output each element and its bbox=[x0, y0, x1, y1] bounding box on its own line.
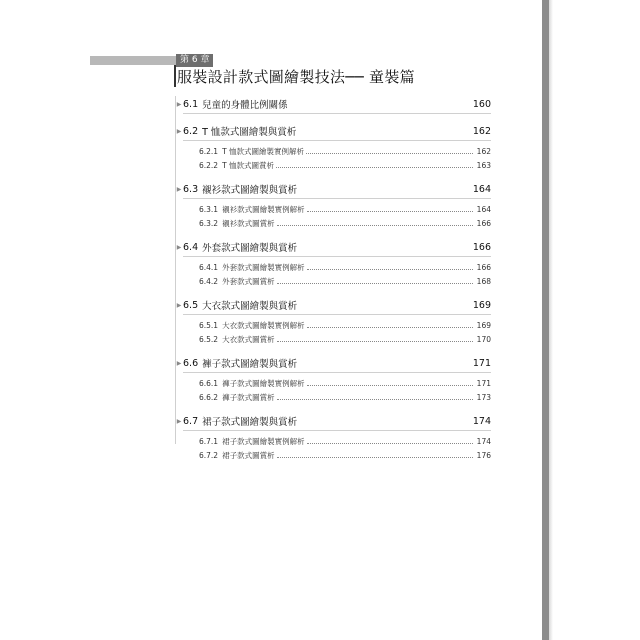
leader-dots bbox=[306, 153, 473, 154]
section-title: 裙子款式圖繪製與賞析 bbox=[202, 417, 298, 428]
subsection-number: 6.2.2 bbox=[199, 160, 219, 170]
section-title: 兒童的身體比例關係 bbox=[202, 100, 288, 111]
toc-section bbox=[175, 296, 491, 346]
leader-dots bbox=[307, 211, 473, 212]
toc-subsection-row[interactable] bbox=[175, 390, 491, 404]
section-number: 6.3 bbox=[183, 183, 199, 195]
leader-dots bbox=[277, 399, 473, 400]
leader-dots bbox=[307, 385, 473, 386]
section-title: 外套款式圖繪製與賞析 bbox=[202, 243, 298, 254]
toc-subsection-row[interactable] bbox=[175, 202, 491, 216]
section-divider bbox=[183, 198, 491, 199]
leader-dots bbox=[277, 341, 473, 342]
subsection-page: 166 bbox=[476, 262, 491, 272]
chapter-band bbox=[90, 56, 176, 65]
section-number: 6.6 bbox=[183, 357, 199, 369]
toc-section-row[interactable] bbox=[175, 95, 491, 113]
table-of-contents bbox=[175, 95, 491, 470]
section-page: 174 bbox=[472, 415, 491, 427]
toc-subsection-row[interactable] bbox=[175, 332, 491, 346]
subsection-page: 174 bbox=[476, 436, 491, 446]
section-title: 褲子款式圖繪製與賞析 bbox=[202, 359, 298, 370]
toc-section bbox=[175, 354, 491, 404]
subsection-page: 166 bbox=[476, 218, 491, 228]
triangle-marker-icon: ▶ bbox=[176, 301, 182, 309]
toc-subsection-row[interactable] bbox=[175, 318, 491, 332]
subsection-page: 171 bbox=[476, 378, 491, 388]
section-divider bbox=[183, 256, 491, 257]
subsection-title: 褲子款式圖繪製實例解析 bbox=[222, 378, 305, 388]
section-number: 6.7 bbox=[183, 415, 199, 427]
subsection-page: 163 bbox=[476, 160, 491, 170]
title-rule bbox=[174, 65, 176, 87]
subsection-title: 外套款式圖賞析 bbox=[222, 276, 275, 286]
subsection-page: 176 bbox=[476, 450, 491, 460]
subsection-title: T 恤款式圖繪製實例解析 bbox=[222, 146, 305, 156]
section-number: 6.2 bbox=[183, 125, 199, 137]
section-title: T 恤款式圖繪製與賞析 bbox=[202, 127, 297, 138]
section-page: 162 bbox=[472, 125, 491, 137]
toc-subsection-row[interactable] bbox=[175, 158, 491, 172]
subsection-number: 6.6.2 bbox=[199, 392, 219, 402]
toc-section-row[interactable] bbox=[175, 180, 491, 198]
subsection-page: 168 bbox=[476, 276, 491, 286]
toc-subsection-row[interactable] bbox=[175, 144, 491, 158]
toc-section bbox=[175, 180, 491, 230]
subsection-number: 6.5.2 bbox=[199, 334, 219, 344]
subsection-page: 164 bbox=[476, 204, 491, 214]
toc-section-row[interactable] bbox=[175, 354, 491, 372]
subsection-title: 襯衫款式圖繪製實例解析 bbox=[222, 204, 305, 214]
subsection-number: 6.3.2 bbox=[199, 218, 219, 228]
toc-section-row[interactable] bbox=[175, 122, 491, 140]
subsection-title: 裙子款式圖繪製實例解析 bbox=[222, 436, 305, 446]
subsection-title: 襯衫款式圖賞析 bbox=[222, 218, 275, 228]
section-divider bbox=[183, 372, 491, 373]
subsection-number: 6.4.1 bbox=[199, 262, 219, 272]
section-title: 大衣款式圖繪製與賞析 bbox=[202, 301, 298, 312]
section-divider bbox=[183, 430, 491, 431]
toc-subsection-row[interactable] bbox=[175, 448, 491, 462]
toc-subsection-row[interactable] bbox=[175, 216, 491, 230]
triangle-marker-icon: ▶ bbox=[176, 359, 182, 367]
triangle-marker-icon: ▶ bbox=[176, 417, 182, 425]
section-title: 襯衫款式圖繪製與賞析 bbox=[202, 185, 298, 196]
subsection-number: 6.7.1 bbox=[199, 436, 219, 446]
leader-dots bbox=[307, 443, 473, 444]
subsection-page: 170 bbox=[476, 334, 491, 344]
leader-dots bbox=[276, 167, 473, 168]
subsection-title: 裙子款式圖賞析 bbox=[222, 450, 275, 460]
toc-section-row[interactable] bbox=[175, 412, 491, 430]
toc-subsection-row[interactable] bbox=[175, 376, 491, 390]
toc-section-row[interactable] bbox=[175, 238, 491, 256]
section-page: 166 bbox=[472, 241, 491, 253]
section-divider bbox=[183, 113, 491, 114]
section-divider bbox=[183, 314, 491, 315]
subsection-title: 褲子款式圖賞析 bbox=[222, 392, 275, 402]
leader-dots bbox=[277, 457, 473, 458]
subsection-page: 169 bbox=[476, 320, 491, 330]
section-number: 6.4 bbox=[183, 241, 199, 253]
subsection-title: 外套款式圖繪製實例解析 bbox=[222, 262, 305, 272]
subsection-number: 6.2.1 bbox=[199, 146, 219, 156]
triangle-marker-icon: ▶ bbox=[176, 100, 182, 108]
subsection-number: 6.3.1 bbox=[199, 204, 219, 214]
chapter-label: 第 6 章 bbox=[176, 54, 213, 67]
leader-dots bbox=[307, 269, 473, 270]
triangle-marker-icon: ▶ bbox=[176, 185, 182, 193]
subsection-page: 162 bbox=[476, 146, 491, 156]
toc-subsection-row[interactable] bbox=[175, 260, 491, 274]
triangle-marker-icon: ▶ bbox=[176, 127, 182, 135]
section-page: 169 bbox=[472, 299, 491, 311]
subsection-number: 6.6.1 bbox=[199, 378, 219, 388]
toc-section-row[interactable] bbox=[175, 296, 491, 314]
page-edge-bar bbox=[542, 0, 549, 640]
subsection-title: T 恤款式圖賞析 bbox=[222, 160, 275, 170]
toc-section bbox=[175, 122, 491, 172]
subsection-number: 6.5.1 bbox=[199, 320, 219, 330]
section-page: 171 bbox=[472, 357, 491, 369]
toc-subsection-row[interactable] bbox=[175, 274, 491, 288]
toc-subsection-row[interactable] bbox=[175, 434, 491, 448]
toc-section bbox=[175, 95, 491, 114]
leader-dots bbox=[307, 327, 473, 328]
toc-section bbox=[175, 412, 491, 462]
subsection-page: 173 bbox=[476, 392, 491, 402]
leader-dots bbox=[277, 283, 473, 284]
section-divider bbox=[183, 140, 491, 141]
toc-section bbox=[175, 238, 491, 288]
subsection-number: 6.7.2 bbox=[199, 450, 219, 460]
subsection-number: 6.4.2 bbox=[199, 276, 219, 286]
section-page: 160 bbox=[472, 98, 491, 110]
section-number: 6.5 bbox=[183, 299, 199, 311]
subsection-title: 大衣款式圖繪製實例解析 bbox=[222, 320, 305, 330]
leader-dots bbox=[277, 225, 473, 226]
triangle-marker-icon: ▶ bbox=[176, 243, 182, 251]
section-number: 6.1 bbox=[183, 98, 199, 110]
chapter-title: 服裝設計款式圖繪製技法── 童裝篇 bbox=[177, 68, 415, 86]
subsection-title: 大衣款式圖賞析 bbox=[222, 334, 275, 344]
section-page: 164 bbox=[472, 183, 491, 195]
page-edge-shadow bbox=[549, 0, 553, 640]
